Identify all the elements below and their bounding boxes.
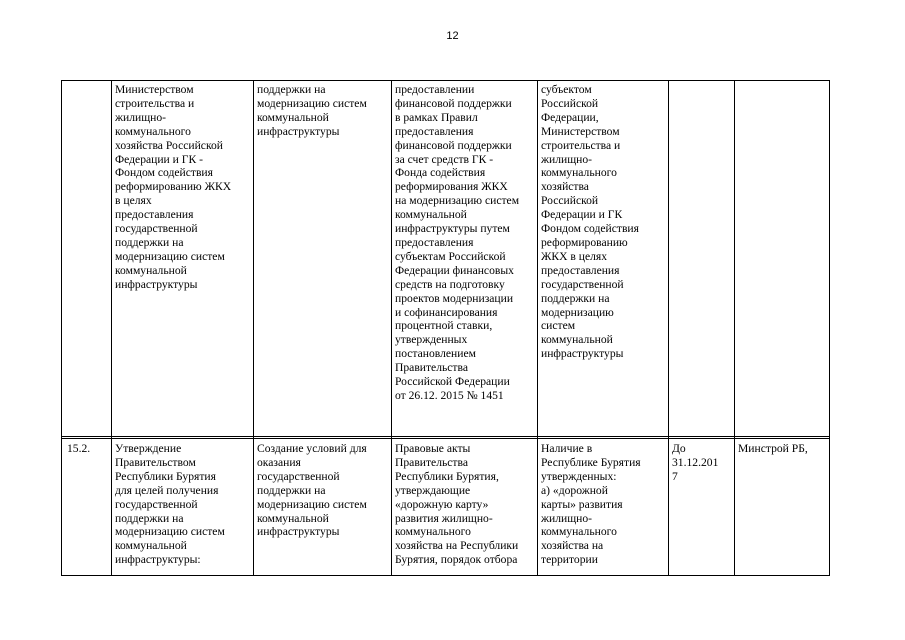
column-separator bbox=[391, 81, 392, 575]
page-number: 12 bbox=[446, 30, 459, 42]
column-separator bbox=[111, 81, 112, 575]
column-separator bbox=[537, 81, 538, 575]
column-separator bbox=[253, 81, 254, 575]
column-separator bbox=[668, 81, 669, 575]
measures-table bbox=[61, 80, 830, 576]
row2-deadline-cell: До 31.12.201 7 bbox=[672, 442, 719, 483]
row2-indicator-cell: Наличие в Республике Бурятия утвержденных: а) «дорожной карты» развития жилищно- коммунального хозяйства на территории bbox=[541, 442, 641, 567]
row2-number-cell: 15.2. bbox=[67, 442, 91, 455]
row2-measure-cell: Утверждение Правительством Республики Бурятия для целей получения государственной поддержки на модернизацию систем коммунальной инфраструктуры: bbox=[115, 442, 225, 567]
row2-goal-cell: Создание условий для оказания государственной поддержки на модернизацию систем коммунальной инфраструктуры bbox=[257, 442, 367, 539]
row-separator bbox=[62, 438, 829, 439]
row1-legal-acts-cell: предоставлении финансовой поддержки в рамках Правил предоставления финансовой поддержки за счет средств ГК - Фонда содействия реформирования ЖКХ на модернизацию систем коммунальной инфраструктуры путем предоставления субъектам Российской Федерации финансовых средств на подготовку проектов модернизации и софинансирования процентной ставки, утвержденных постановлением Правительства Российской Федерации от 26.12. 2015 № 1451 bbox=[395, 83, 520, 402]
row2-legal-acts-cell: Правовые акты Правительства Республики Бурятия, утверждающие «дорожную карту» развития жилищно- коммунального хозяйства на Республики Бурятия, порядок отбора bbox=[395, 442, 519, 567]
column-separator bbox=[734, 81, 735, 575]
row1-indicator-cell: субъектом Российской Федерации, Министерством строительства и жилищно- коммунального хозяйства Российской Федерации и ГК Фондом содействия реформированию ЖКХ в целях предоставления государственной поддержки на модернизацию систем коммунальной инфраструктуры bbox=[541, 83, 639, 361]
row1-goal-cell: поддержки на модернизацию систем коммунальной инфраструктуры bbox=[257, 83, 367, 138]
row1-responsible-cell: Министерством строительства и жилищно- коммунального хозяйства Российской Федерации и ГК - Фондом содействия реформированию ЖКХ в целях предоставления государственной поддержки на модернизацию систем коммунальной инфраструктуры bbox=[115, 83, 232, 291]
row2-executor-cell: Минстрой РБ, bbox=[738, 442, 808, 455]
row-separator bbox=[62, 436, 829, 437]
